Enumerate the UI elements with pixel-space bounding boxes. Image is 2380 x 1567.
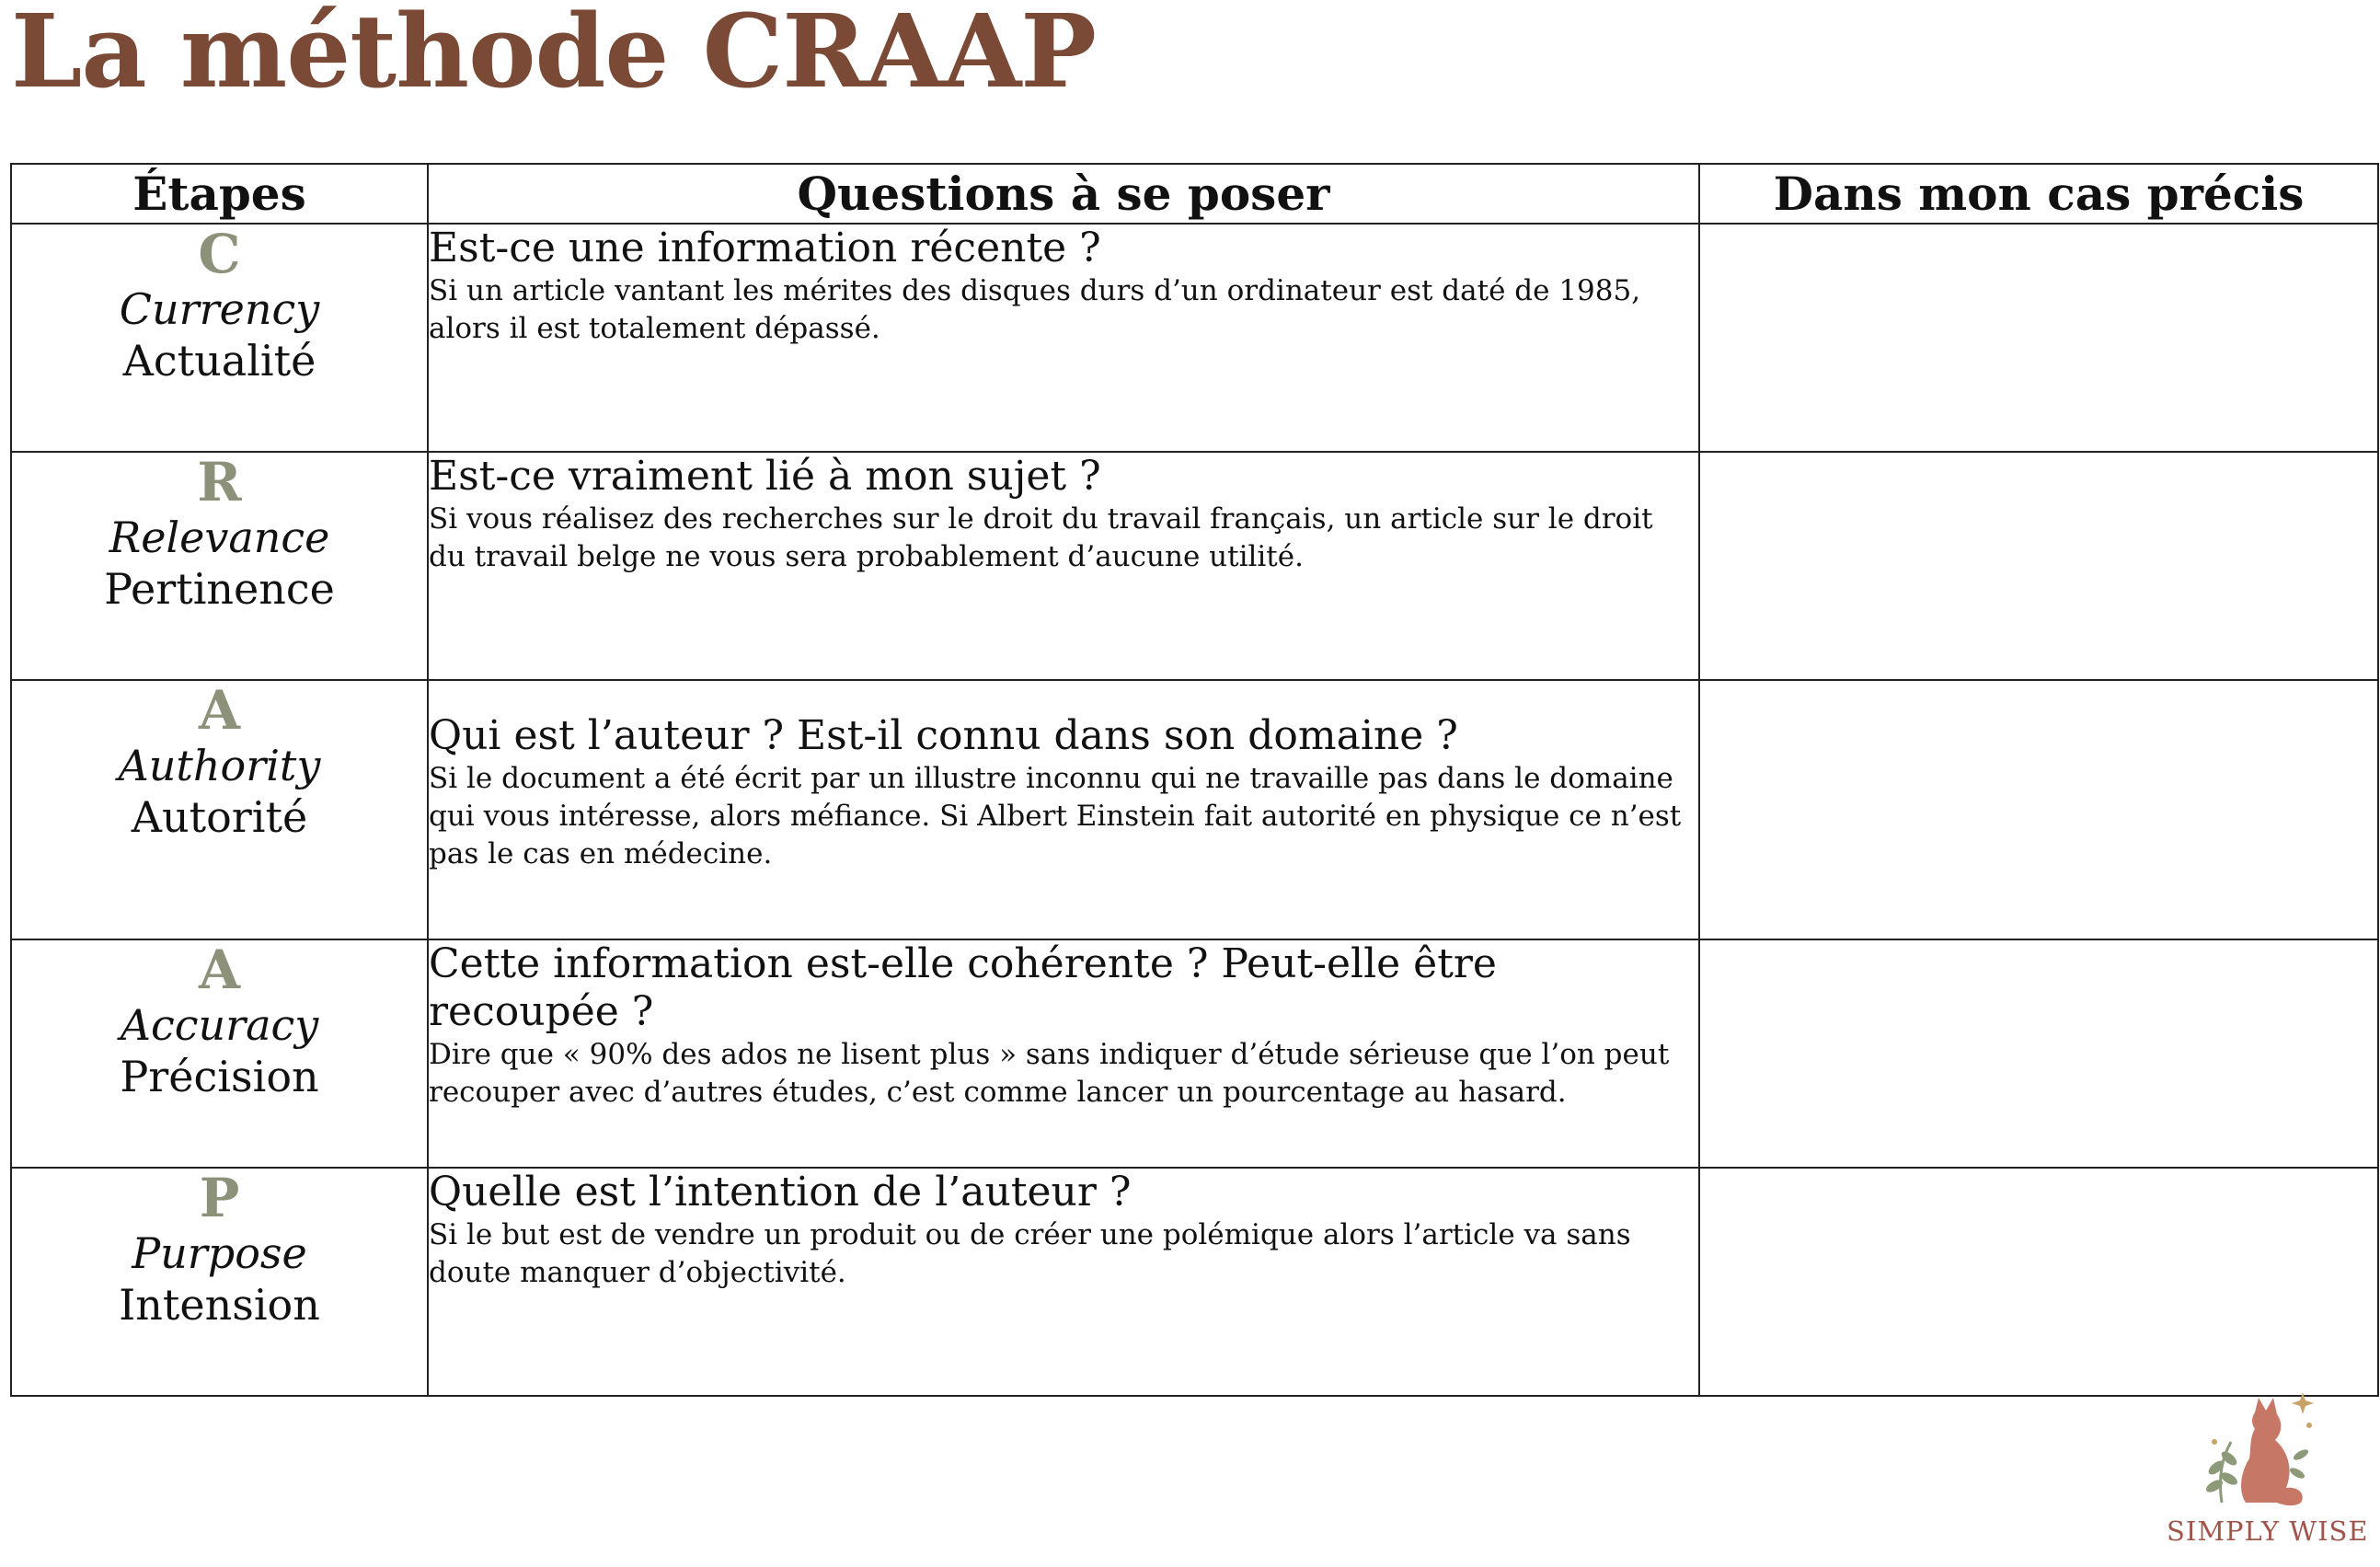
page-title: La méthode CRAAP [11, 0, 1097, 110]
table-row-purpose [11, 1168, 2378, 1396]
craap-table [10, 163, 2379, 1397]
question-cell [428, 680, 1699, 939]
question-text: Quelle est l’intention de l’auteur ? [429, 1169, 1132, 1216]
step-cell [11, 680, 428, 939]
question-text: Est-ce une information récente ? [429, 225, 1101, 271]
answer-cell[interactable] [1699, 1168, 2378, 1396]
example-text: Dire que « 90% des ados ne lisent plus » sans indiquer d’étude sérieuse que l’on peut recouper avec d’autres études, c’est comme lancer un pourcentage au hasard. [429, 1038, 1670, 1109]
step-english: Relevance [109, 513, 330, 562]
step-cell [11, 939, 428, 1168]
step-letter: R [197, 451, 242, 513]
fox-icon [2194, 1385, 2323, 1514]
step-cell [11, 452, 428, 680]
step-french: Intension [119, 1280, 320, 1330]
answer-cell[interactable] [1699, 224, 2378, 452]
step-french: Autorité [131, 792, 308, 842]
step-english: Accuracy [120, 1000, 319, 1050]
step-english: Authority [118, 741, 321, 790]
table-row-authority [11, 680, 2378, 939]
logo-text: SIMPLY WISE [2167, 1515, 2369, 1547]
question-text: Cette information est-elle cohérente ? Peut-elle être recoupée ? [429, 940, 1497, 1035]
step-french: Actualité [122, 336, 316, 386]
example-text: Si un article vantant les mérites des disques durs d’un ordinateur est daté de 1985, alors il est totalement dépassé. [429, 274, 1641, 345]
step-french: Pertinence [104, 564, 335, 614]
example-text: Si le document a été écrit par un illustre inconnu qui ne travaille pas dans le domaine qui vous intéresse, alors méfiance. Si Albert Einstein fait autorité en physique ce n’est pas le cas en médecine. [429, 762, 1682, 870]
table-row-currency [11, 224, 2378, 452]
question-text: Qui est l’auteur ? Est-il connu dans son domaine ? [429, 712, 1458, 759]
header-steps: Étapes [11, 164, 428, 224]
step-cell [11, 1168, 428, 1396]
answer-cell[interactable] [1699, 939, 2378, 1168]
step-english: Currency [119, 284, 320, 334]
answer-cell[interactable] [1699, 452, 2378, 680]
example-text: Si le but est de vendre un produit ou de créer une polémique alors l’article va sans doute manquer d’objectivité. [429, 1218, 1631, 1289]
table-row-accuracy [11, 939, 2378, 1168]
step-english: Purpose [132, 1228, 307, 1278]
table-row-relevance [11, 452, 2378, 680]
question-cell [428, 1168, 1699, 1396]
question-text: Est-ce vraiment lié à mon sujet ? [429, 453, 1101, 500]
question-cell [428, 224, 1699, 452]
step-letter: P [199, 1167, 240, 1229]
step-letter: A [198, 679, 240, 742]
step-letter: A [198, 939, 240, 1001]
header-case: Dans mon cas précis [1699, 164, 2378, 224]
question-cell [428, 452, 1699, 680]
header-questions: Questions à se poser [428, 164, 1699, 224]
answer-cell[interactable] [1699, 680, 2378, 939]
step-french: Précision [120, 1052, 319, 1101]
step-letter: C [198, 223, 241, 285]
step-cell [11, 224, 428, 452]
simply-wise-logo [2167, 1385, 2369, 1560]
table-header-row [11, 164, 2378, 224]
question-cell [428, 939, 1699, 1168]
example-text: Si vous réalisez des recherches sur le droit du travail français, un article sur le droit du travail belge ne vous sera probablement d’aucune utilité. [429, 502, 1653, 573]
